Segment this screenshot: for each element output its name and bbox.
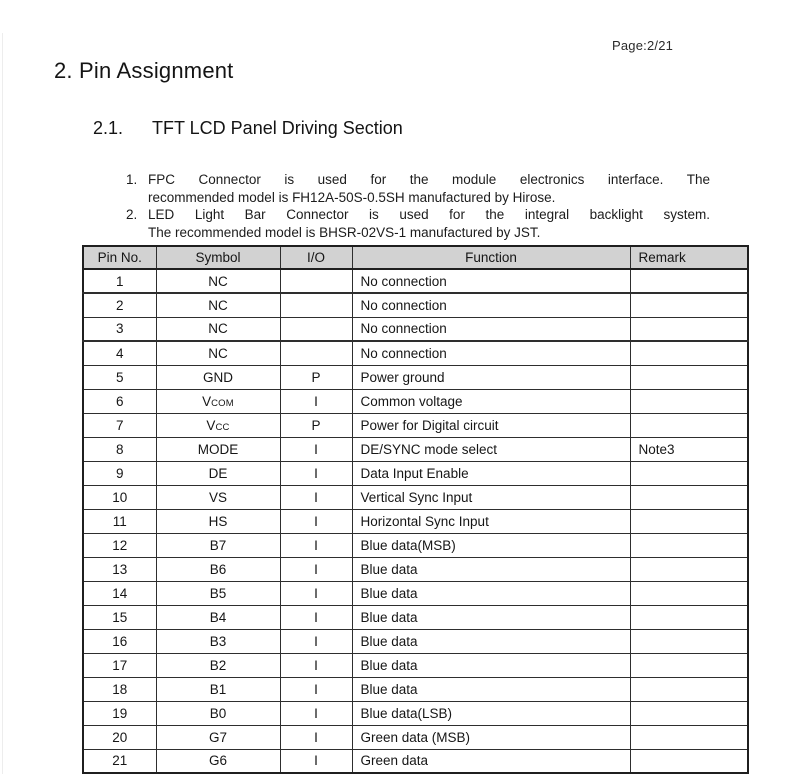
remark-cell xyxy=(630,317,748,341)
symbol-cell xyxy=(156,413,280,437)
remark-cell xyxy=(630,629,748,653)
symbol-text: B3 xyxy=(209,633,227,649)
io-cell: I xyxy=(280,557,352,581)
table-row xyxy=(83,341,748,365)
symbol-text: NC xyxy=(208,345,228,361)
symbol-text: B6 xyxy=(209,561,227,577)
function-cell: Blue data xyxy=(352,677,630,701)
function-cell: Power ground xyxy=(352,365,630,389)
pin-number-cell: 12 xyxy=(83,533,156,557)
remark-cell xyxy=(630,605,748,629)
remark-cell xyxy=(630,389,748,413)
io-cell xyxy=(280,317,352,341)
pin-number-cell: 21 xyxy=(83,749,156,773)
symbol-text: MODE xyxy=(197,441,239,457)
note-line: recommended model is FH12A-50S-0.5SH manufactured by Hirose. xyxy=(148,189,556,205)
symbol-text: NC xyxy=(208,273,228,289)
column-header: Function xyxy=(352,246,630,269)
remark-cell xyxy=(630,509,748,533)
pin-number-cell: 16 xyxy=(83,629,156,653)
subsection-text: TFT LCD Panel Driving Section xyxy=(152,118,403,138)
subsection-title xyxy=(93,118,403,139)
io-cell: P xyxy=(280,365,352,389)
symbol-text: GND xyxy=(203,369,233,385)
symbol-cell xyxy=(156,653,280,677)
pin-number-cell: 15 xyxy=(83,605,156,629)
symbol-cell xyxy=(156,677,280,701)
table-row xyxy=(83,365,748,389)
symbol-cell xyxy=(156,605,280,629)
column-header: Remark xyxy=(630,246,748,269)
io-cell xyxy=(280,269,352,293)
pin-number-cell: 11 xyxy=(83,509,156,533)
symbol-text: V xyxy=(206,417,216,433)
table-row xyxy=(83,533,748,557)
note-line: FPC Connector is used for the module electronics interface. The xyxy=(148,172,710,187)
symbol-text: B5 xyxy=(209,585,227,601)
io-cell: I xyxy=(280,629,352,653)
remark-cell xyxy=(630,725,748,749)
note-item xyxy=(126,171,710,206)
table-row xyxy=(83,437,748,461)
symbol-cell xyxy=(156,629,280,653)
table-row xyxy=(83,293,748,317)
note-number: 1. xyxy=(126,172,138,187)
function-cell: Blue data xyxy=(352,653,630,677)
remark-cell xyxy=(630,701,748,725)
io-cell xyxy=(280,341,352,365)
remark-cell xyxy=(630,677,748,701)
note-line: LED Light Bar Connector is used for the integral backlight system. xyxy=(148,207,710,223)
remark-cell xyxy=(630,581,748,605)
table-row xyxy=(83,557,748,581)
note-number: 2. xyxy=(126,207,138,223)
table-row xyxy=(83,509,748,533)
function-cell: Blue data(MSB) xyxy=(352,533,630,557)
symbol-cell xyxy=(156,533,280,557)
page-number: Page:2/21 xyxy=(612,38,674,53)
symbol-cell xyxy=(156,341,280,365)
symbol-cell xyxy=(156,581,280,605)
function-cell: No connection xyxy=(352,317,630,341)
io-cell: I xyxy=(280,533,352,557)
symbol-text: NC xyxy=(208,297,228,313)
section-title: 2. Pin Assignment xyxy=(54,58,234,83)
function-cell: Green data (MSB) xyxy=(352,725,630,749)
symbol-text: B4 xyxy=(209,609,227,625)
io-cell: I xyxy=(280,437,352,461)
pin-number-cell: 1 xyxy=(83,269,156,293)
symbol-text: B1 xyxy=(209,681,227,697)
symbol-cell xyxy=(156,509,280,533)
pin-number-cell: 2 xyxy=(83,293,156,317)
table-row xyxy=(83,413,748,437)
pin-number-cell: 5 xyxy=(83,365,156,389)
function-cell: DE/SYNC mode select xyxy=(352,437,630,461)
pin-number-cell: 4 xyxy=(83,341,156,365)
table-row xyxy=(83,485,748,509)
function-cell: Blue data xyxy=(352,629,630,653)
pin-number-cell: 7 xyxy=(83,413,156,437)
pin-number-cell: 14 xyxy=(83,581,156,605)
symbol-cell xyxy=(156,701,280,725)
pin-assignment-table xyxy=(82,245,749,774)
table-row xyxy=(83,653,748,677)
symbol-cell xyxy=(156,749,280,773)
symbol-text: G7 xyxy=(208,729,227,745)
io-cell: I xyxy=(280,485,352,509)
symbol-text: HS xyxy=(208,513,228,529)
io-cell xyxy=(280,293,352,317)
function-cell: Common voltage xyxy=(352,389,630,413)
table-row xyxy=(83,701,748,725)
io-cell: I xyxy=(280,461,352,485)
symbol-cell xyxy=(156,317,280,341)
remark-cell: Note3 xyxy=(630,437,748,461)
symbol-text: G6 xyxy=(208,753,227,769)
pin-number-cell: 13 xyxy=(83,557,156,581)
io-cell: I xyxy=(280,653,352,677)
function-cell: No connection xyxy=(352,341,630,365)
pin-number-cell: 19 xyxy=(83,701,156,725)
pin-number-cell: 9 xyxy=(83,461,156,485)
table-row xyxy=(83,677,748,701)
remark-cell xyxy=(630,485,748,509)
symbol-cell xyxy=(156,557,280,581)
function-cell: Green data xyxy=(352,749,630,773)
symbol-text: V xyxy=(202,393,212,409)
io-cell: I xyxy=(280,725,352,749)
symbol-cell xyxy=(156,485,280,509)
function-cell: Blue data xyxy=(352,581,630,605)
symbol-cell xyxy=(156,365,280,389)
table-row xyxy=(83,749,748,773)
page-edge-artifact xyxy=(2,33,3,774)
io-cell: I xyxy=(280,605,352,629)
io-cell: I xyxy=(280,509,352,533)
column-header: Pin No. xyxy=(83,246,156,269)
remark-cell xyxy=(630,557,748,581)
pin-number-cell: 3 xyxy=(83,317,156,341)
function-cell: Power for Digital circuit xyxy=(352,413,630,437)
pin-number-cell: 18 xyxy=(83,677,156,701)
symbol-text: B2 xyxy=(209,657,227,673)
pin-number-cell: 20 xyxy=(83,725,156,749)
remark-cell xyxy=(630,293,748,317)
io-cell: I xyxy=(280,701,352,725)
table-row xyxy=(83,725,748,749)
table-row xyxy=(83,629,748,653)
pin-number-cell: 10 xyxy=(83,485,156,509)
symbol-cell xyxy=(156,269,280,293)
remark-cell xyxy=(630,533,748,557)
notes-list xyxy=(126,171,710,241)
note-item xyxy=(126,206,710,241)
function-cell: No connection xyxy=(352,293,630,317)
remark-cell xyxy=(630,341,748,365)
function-cell: Data Input Enable xyxy=(352,461,630,485)
remark-cell xyxy=(630,653,748,677)
function-cell: Blue data(LSB) xyxy=(352,701,630,725)
symbol-text: NC xyxy=(208,321,228,337)
column-header: Symbol xyxy=(156,246,280,269)
table-header-row xyxy=(83,246,748,269)
io-cell: I xyxy=(280,677,352,701)
symbol-text: DE xyxy=(208,465,228,481)
function-cell: Horizontal Sync Input xyxy=(352,509,630,533)
pin-number-cell: 6 xyxy=(83,389,156,413)
table-row xyxy=(83,389,748,413)
symbol-cell xyxy=(156,461,280,485)
table-row xyxy=(83,269,748,293)
remark-cell xyxy=(630,461,748,485)
function-cell: No connection xyxy=(352,269,630,293)
table-row xyxy=(83,317,748,341)
symbol-subscript: CC xyxy=(215,421,230,433)
subsection-number: 2.1. xyxy=(93,118,124,138)
remark-cell xyxy=(630,269,748,293)
symbol-cell xyxy=(156,389,280,413)
column-header: I/O xyxy=(280,246,352,269)
note-line: The recommended model is BHSR-02VS-1 manufactured by JST. xyxy=(148,224,541,240)
symbol-text: B7 xyxy=(209,537,227,553)
pin-number-cell: 8 xyxy=(83,437,156,461)
symbol-cell xyxy=(156,437,280,461)
table-row xyxy=(83,605,748,629)
symbol-subscript: COM xyxy=(211,397,234,409)
io-cell: I xyxy=(280,389,352,413)
remark-cell xyxy=(630,413,748,437)
symbol-cell xyxy=(156,725,280,749)
function-cell: Blue data xyxy=(352,557,630,581)
pin-number-cell: 17 xyxy=(83,653,156,677)
function-cell: Blue data xyxy=(352,605,630,629)
function-cell: Vertical Sync Input xyxy=(352,485,630,509)
symbol-text: VS xyxy=(208,489,227,505)
symbol-text: B0 xyxy=(209,705,227,721)
io-cell: I xyxy=(280,581,352,605)
symbol-cell xyxy=(156,293,280,317)
remark-cell xyxy=(630,365,748,389)
table-row xyxy=(83,581,748,605)
io-cell: I xyxy=(280,749,352,773)
remark-cell xyxy=(630,749,748,773)
table-row xyxy=(83,461,748,485)
io-cell: P xyxy=(280,413,352,437)
